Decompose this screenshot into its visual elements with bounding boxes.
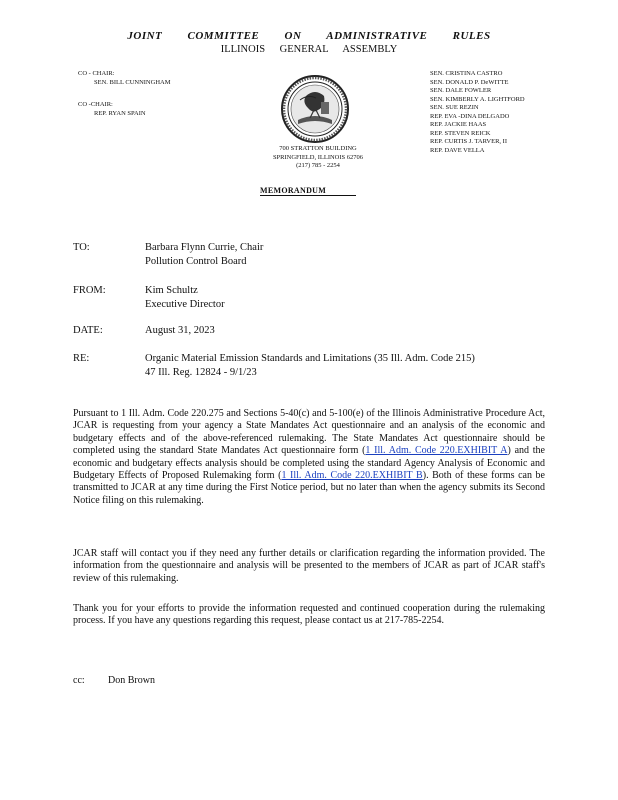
member: REP. CURTIS J. TARVER, II [430,138,508,145]
cochair-block-2 [78,101,146,118]
from-line2: Executive Director [145,299,225,310]
member: REP. EVA -DINA DELGADO [430,112,510,120]
re-label: RE: [73,353,90,364]
from-line1: Kim Schultz [145,285,198,296]
re-line1: Organic Material Emission Standards and Limitations (35 Ill. Adm. Code 215) [145,353,475,364]
cochair-block-1 [78,70,171,87]
cochair-label: CO - CHAIR: [78,70,115,77]
re-value [145,352,545,380]
state-seal-icon [280,74,350,144]
cochair-name: REP. RYAN SPAIN [94,109,146,117]
to-value [145,241,445,269]
address-line: SPRINGFIELD, ILLINOIS 62706 [272,153,364,161]
members-list [430,70,525,155]
date-value: August 31, 2023 [145,325,215,336]
address-line: (217) 785 - 2254 [296,162,340,169]
address-line: 700 STRATTON BUILDING [279,145,357,152]
to-label: TO: [73,242,90,253]
cochair-name: SEN. BILL CUNNINGHAM [94,78,171,86]
member: SEN. SUE REZIN [430,104,479,111]
memo-title: MEMORANDUM [260,186,356,196]
member: SEN. DALE FOWLER [430,87,492,94]
member: SEN. KIMBERLY A. LIGHTFORD [430,95,525,103]
cochair-label: CO -CHAIR: [78,101,113,108]
paragraph-text: ). Both of these forms can be transmitted to JCAR at any time during the First Notice period, but no later than when the agency submits its Second Notice filing on this rulemaking. [73,470,545,506]
paragraph-text: Pursuant to 1 Ill. Adm. Code 220.275 and Sections 5-40(c) and 5-100(e) of the Illinois Administrative Procedure Act, JCAR is requesting from your agency a State Mandates Act questionnaire and an analysis of the economic and budgetary effects and of the above-referenced rulemaking. The State Mandates Act questionnaire should be completed using the standard State Mandates Act questionnaire form ( [73,408,545,457]
exhibit-b-link[interactable]: 1 Ill. Adm. Code 220.EXHIBIT B [281,470,423,482]
from-label: FROM: [73,285,106,296]
paragraph-thanks: Thank you for your efforts to provide the information requested and continued cooperation during the rulemaking process. If you have any questions regarding this request, please contact us at 217-785-2254. [73,603,545,627]
paragraph-text: ) and the economic and budgetary effects analysis should be completed using the standard Agency Analysis of Economic and Budgetary Effects of Proposed Rulemaking form ( [73,445,545,482]
cc-value: Don Brown [108,675,155,686]
member: REP. DAVE VELLA [430,146,485,154]
date-label: DATE: [73,325,103,336]
member: SEN. DONALD P. DeWITTE [430,78,509,86]
member: REP. STEVEN REICK [430,129,491,137]
to-line2: Pollution Control Board [145,256,247,267]
assembly-subtitle: ILLINOIS GENERAL ASSEMBLY [220,44,398,55]
paragraph-contact: JCAR staff will contact you if they need any further details or clarification regarding the information provided. The information from the questionnaire and analysis will be presented to the members of JCAR as part of JCAR staff's review of this rulemaking. [73,548,545,584]
from-value [145,284,445,312]
member: REP. JACKIE HAAS [430,121,487,128]
paragraph-request [73,408,545,507]
re-line2: 47 Ill. Reg. 12824 - 9/1/23 [145,367,257,378]
committee-title: JOINT COMMITTEE ON ADMINISTRATIVE RULES [127,30,491,42]
cc-label: cc: [73,675,85,686]
member: SEN. CRISTINA CASTRO [430,70,503,77]
exhibit-a-link[interactable]: 1 Ill. Adm. Code 220.EXHIBIT A [365,445,508,457]
address-block [258,145,378,171]
to-line1: Barbara Flynn Currie, Chair [145,242,264,253]
